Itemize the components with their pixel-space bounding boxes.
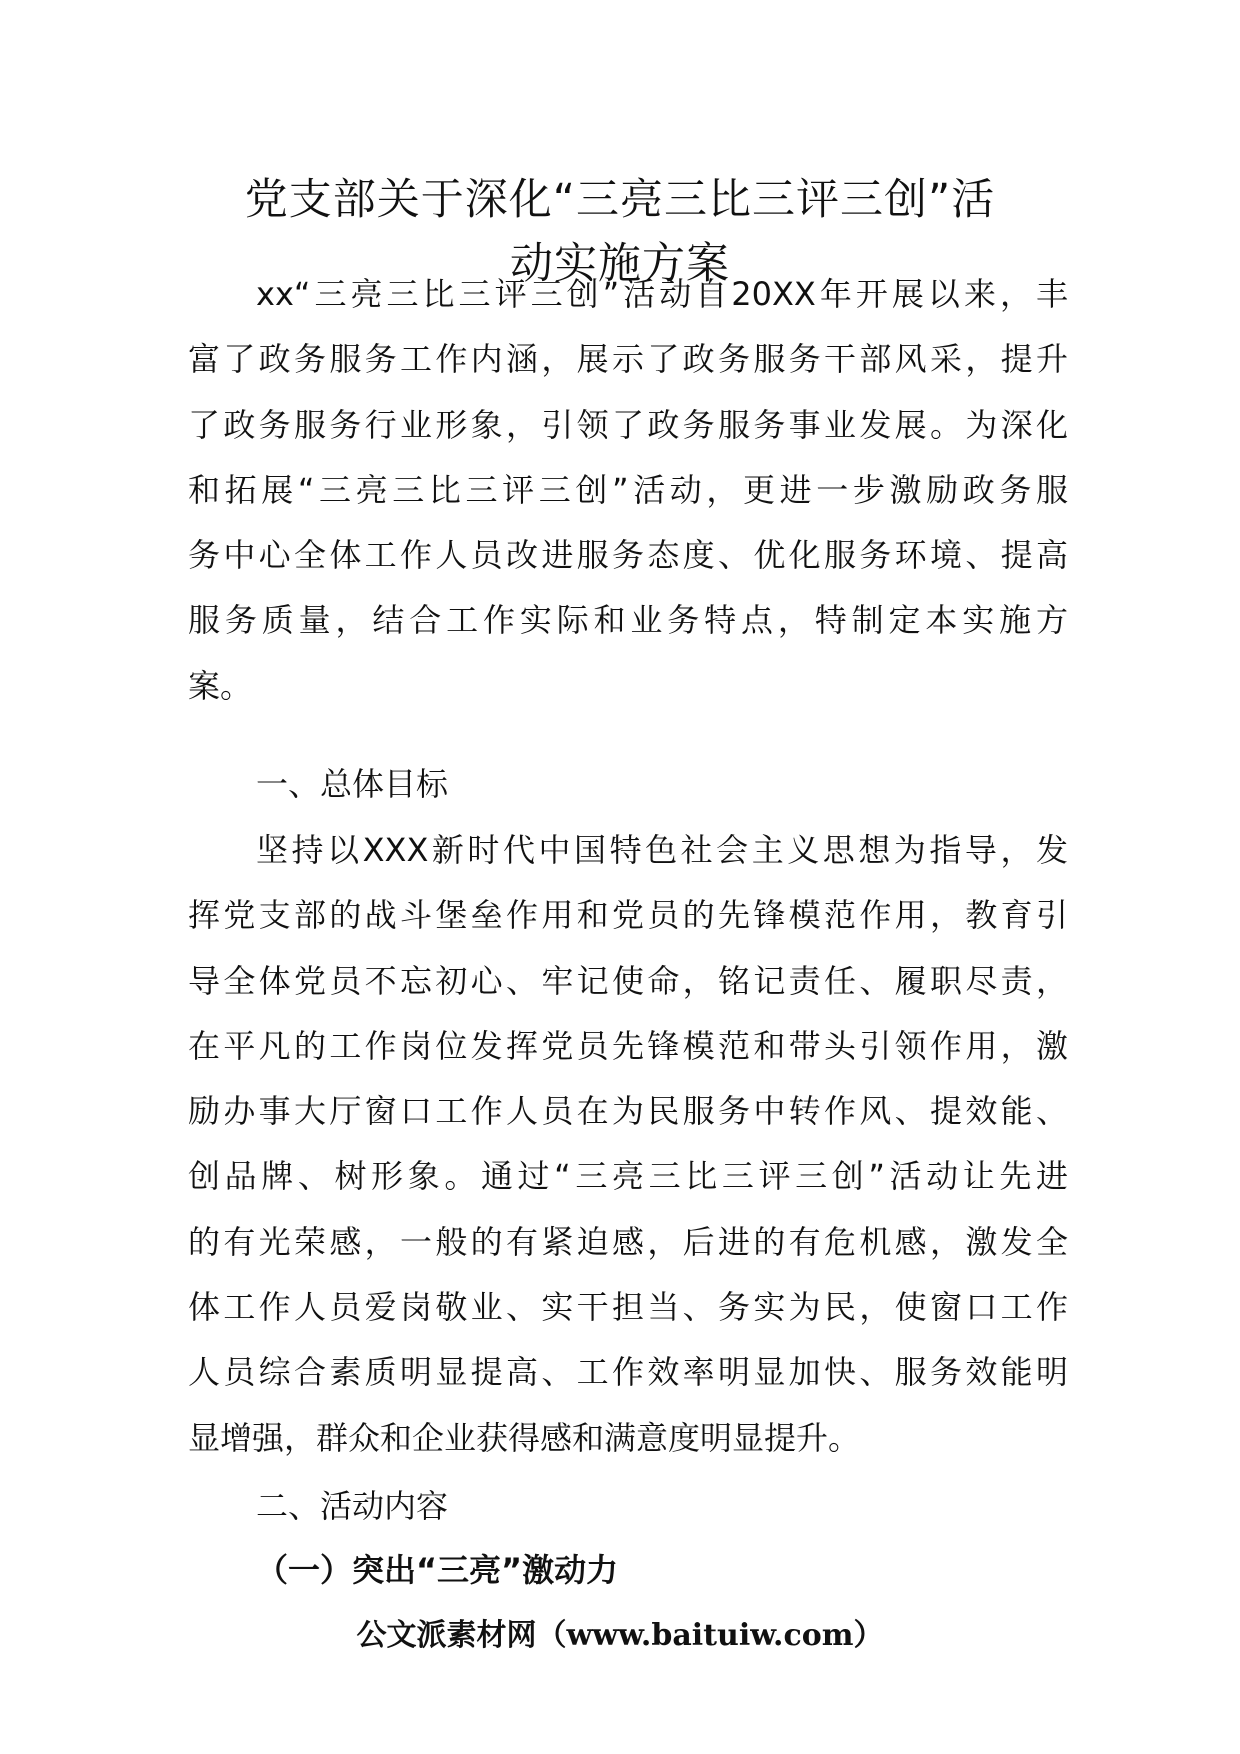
intro-paragraph <box>188 262 1068 719</box>
section-1-heading: 一、总体目标 <box>256 765 449 803</box>
section-1-line: 励办事大厅窗口工作人员在为民服务中转作风、提效能、 <box>188 1092 1068 1131</box>
intro-line: 服务质量，结合工作实际和业务特点，特制定本实施方 <box>188 601 1068 640</box>
intro-line: 案。 <box>188 666 253 705</box>
intro-line: 了政务服务行业形象，引领了政务服务事业发展。为深化 <box>188 405 1068 444</box>
intro-line: xx“三亮三比三评三创”活动自20XX年开展以来，丰 <box>256 275 1068 313</box>
section-1-line: 人员综合素质明显提高、工作效率明显加快、服务效能明 <box>188 1353 1068 1392</box>
section-1-line: 导全体党员不忘初心、牢记使命，铭记责任、履职尽责， <box>188 961 1068 1000</box>
section-1-line: 的有光荣感，一般的有紧迫感，后进的有危机感，激发全 <box>188 1222 1068 1261</box>
section-2-heading: 二、活动内容 <box>256 1487 449 1525</box>
intro-line: 和拓展“三亮三比三评三创”活动，更进一步激励政务服 <box>188 470 1068 509</box>
section-1-line: 创品牌、树形象。通过“三亮三比三评三创”活动让先进 <box>188 1157 1068 1196</box>
section-1-line: 体工作人员爱岗敬业、实干担当、务实为民，使窗口工作 <box>188 1288 1068 1327</box>
section-1-line: 挥党支部的战斗堡垒作用和党员的先锋模范作用，教育引 <box>188 896 1068 935</box>
intro-line: 务中心全体工作人员改进服务态度、优化服务环境、提高 <box>188 536 1068 575</box>
section-1-line: 在平凡的工作岗位发挥党员先锋模范和带头引领作用，激 <box>188 1026 1068 1065</box>
section-2-subheading: （一）突出“三亮”激动力 <box>256 1551 619 1589</box>
section-1-paragraph <box>188 818 1068 1471</box>
document-title-line-2: 动实施方案 <box>510 239 730 289</box>
watermark-footer: 公文派素材网（www.baituiw.com） <box>356 1618 884 1653</box>
intro-line: 富了政务服务工作内涵，展示了政务服务干部风采，提升 <box>188 340 1068 379</box>
section-1-line: 显增强，群众和企业获得感和满意度明显提升。 <box>188 1418 861 1457</box>
document-title-line-1: 党支部关于深化“三亮三比三评三创”活 <box>244 175 996 225</box>
section-1-line: 坚持以XXX新时代中国特色社会主义思想为指导，发 <box>256 831 1068 869</box>
